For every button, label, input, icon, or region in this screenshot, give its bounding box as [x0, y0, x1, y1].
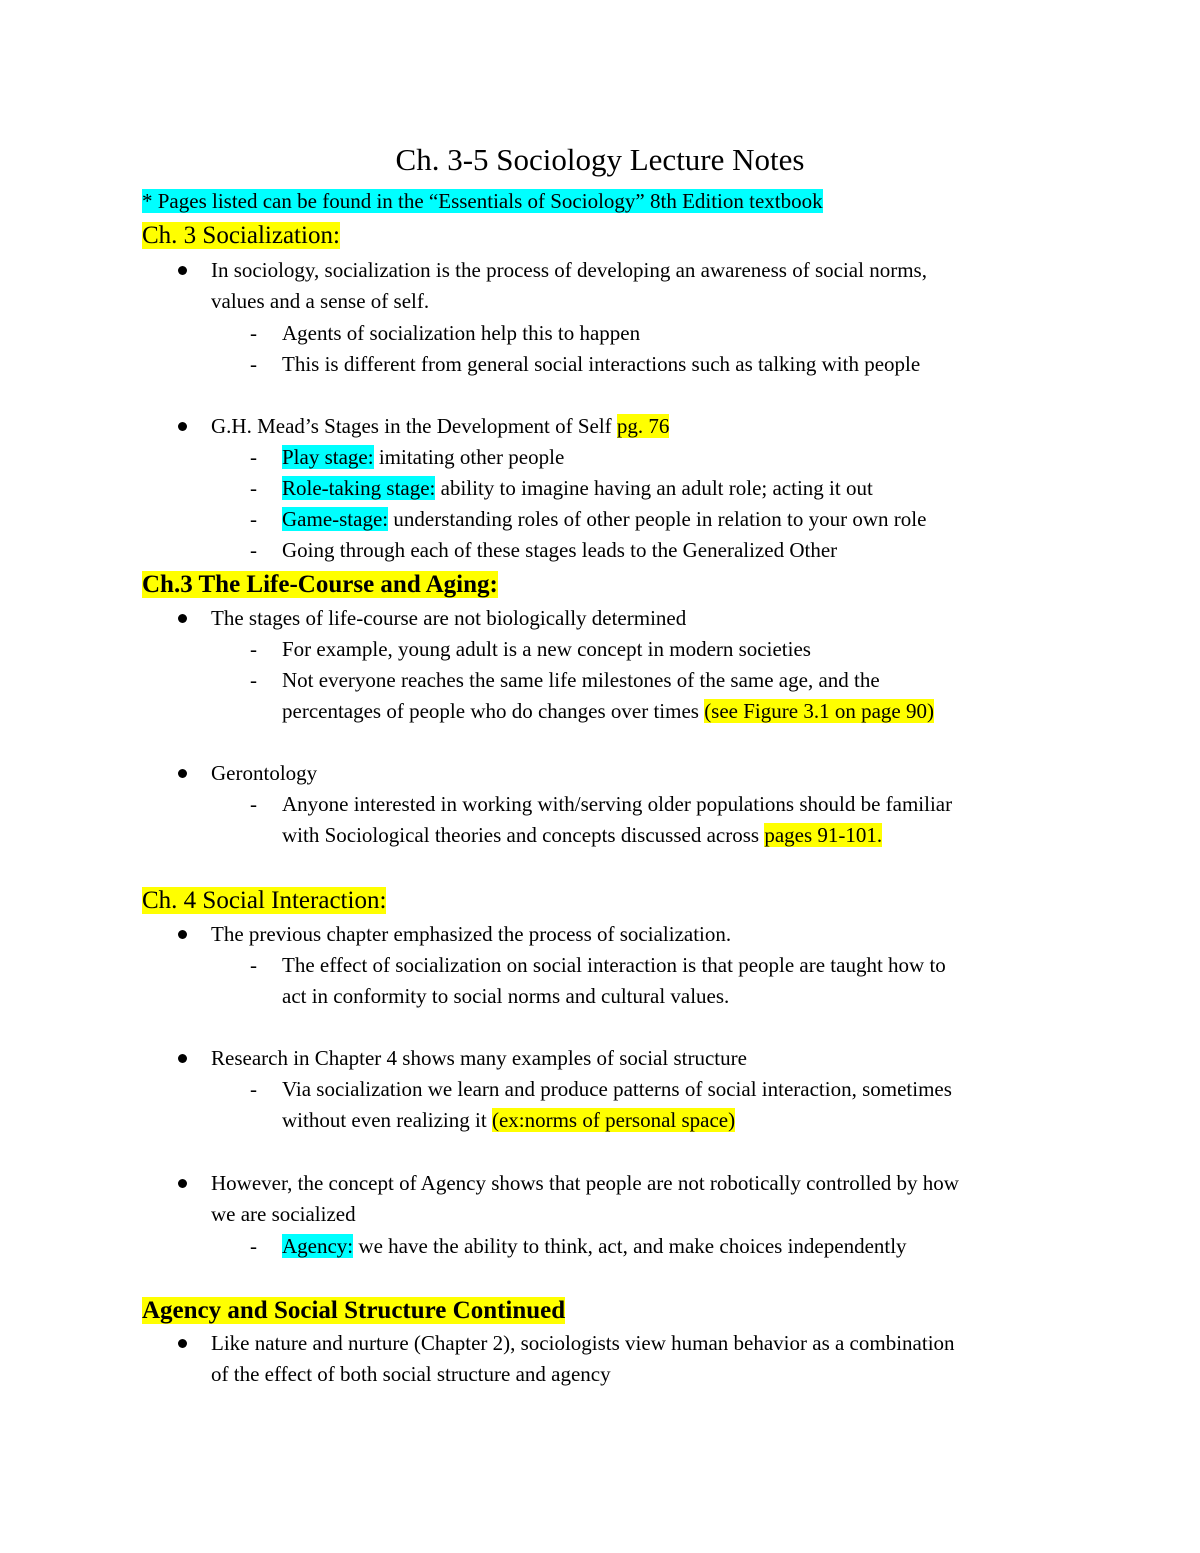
sub-item-text: For example, young adult is a new concept in modern societies: [282, 637, 811, 661]
figure-ref-highlight: (see Figure 3.1 on page 90): [704, 699, 934, 723]
dash-marker: -: [250, 1077, 257, 1101]
sub-item-text: Not everyone reaches the same life milestones of the same age, and the: [282, 668, 880, 692]
sub-item-text: Role-taking stage: ability to imagine having an adult role; acting it out: [282, 476, 873, 500]
bullet-text: The previous chapter emphasized the process of socialization.: [211, 922, 732, 946]
section-heading-socialization: Ch. 3 Socialization:: [142, 222, 340, 249]
bullet-icon: [178, 769, 187, 778]
bullet-icon: [178, 266, 187, 275]
bullet-icon: [178, 930, 187, 939]
sub-item-text: without even realizing it (ex:norms of personal space): [282, 1108, 736, 1132]
dash-marker: -: [250, 1234, 257, 1258]
dash-marker: -: [250, 321, 257, 345]
sub-item-text: Play stage: imitating other people: [282, 445, 565, 469]
bullet-text: The stages of life-course are not biologically determined: [211, 606, 687, 630]
bullet-icon: [178, 1179, 187, 1188]
dash-marker: -: [250, 445, 257, 469]
sub-item-text: This is different from general social interactions such as talking with people: [282, 352, 921, 376]
bullet-icon: [178, 422, 187, 431]
term-highlight: Role-taking stage:: [282, 476, 436, 500]
bullet-icon: [178, 1054, 187, 1063]
dash-marker: -: [250, 352, 257, 376]
example-highlight: (ex:norms of personal space): [491, 1108, 736, 1132]
section-heading-agency-structure: Agency and Social Structure Continued: [142, 1297, 566, 1324]
textbook-note: * Pages listed can be found in the “Essentials of Sociology” 8th Edition textbook: [142, 189, 823, 213]
section-heading-life-course: Ch.3 The Life-Course and Aging:: [142, 571, 498, 598]
sub-item-text: Game-stage: understanding roles of other people in relation to your own role: [282, 507, 927, 531]
bullet-text: G.H. Mead’s Stages in the Development of Self pg. 76: [211, 414, 670, 438]
bullet-icon: [178, 614, 187, 623]
bullet-text: Research in Chapter 4 shows many examples of social structure: [211, 1046, 747, 1070]
dash-marker: -: [250, 668, 257, 692]
dash-marker: -: [250, 792, 257, 816]
sub-item-text: Agents of socialization help this to happen: [282, 321, 641, 345]
bullet-text: Gerontology: [211, 761, 318, 785]
dash-marker: -: [250, 637, 257, 661]
sub-item-text: Going through each of these stages leads to the Generalized Other: [282, 538, 838, 562]
term-highlight: Play stage:: [282, 445, 374, 469]
section-heading-social-interaction: Ch. 4 Social Interaction:: [142, 887, 387, 914]
bullet-text: However, the concept of Agency shows that people are not robotically controlled by how: [211, 1171, 959, 1195]
sub-item-text: percentages of people who do changes over times (see Figure 3.1 on page 90): [282, 699, 934, 723]
term-highlight: Agency:: [282, 1234, 354, 1258]
bullet-icon: [178, 1339, 187, 1348]
dash-marker: -: [250, 953, 257, 977]
sub-item-text: Anyone interested in working with/serving older populations should be familiar: [282, 792, 953, 816]
bullet-text: In sociology, socialization is the process of developing an awareness of social norms,: [211, 258, 927, 282]
page-title: Ch. 3-5 Sociology Lecture Notes: [395, 142, 805, 177]
sub-item-text: The effect of socialization on social interaction is that people are taught how to: [282, 953, 946, 977]
dash-marker: -: [250, 507, 257, 531]
page-ref-highlight: pg. 76: [616, 414, 670, 438]
bullet-text: of the effect of both social structure and agency: [211, 1362, 611, 1386]
page-ref-highlight: pages 91-101.: [764, 823, 883, 847]
sub-item-text: Agency: we have the ability to think, act, and make choices independently: [282, 1234, 907, 1258]
bullet-text: values and a sense of self.: [211, 289, 430, 313]
sub-item-text: act in conformity to social norms and cultural values.: [282, 984, 730, 1008]
sub-item-text: with Sociological theories and concepts discussed across pages 91-101.: [282, 823, 883, 847]
term-highlight: Game-stage:: [282, 507, 389, 531]
bullet-text: Like nature and nurture (Chapter 2), sociologists view human behavior as a combination: [211, 1331, 955, 1355]
bullet-text: we are socialized: [211, 1202, 356, 1226]
dash-marker: -: [250, 476, 257, 500]
dash-marker: -: [250, 538, 257, 562]
sub-item-text: Via socialization we learn and produce patterns of social interaction, sometimes: [282, 1077, 952, 1101]
